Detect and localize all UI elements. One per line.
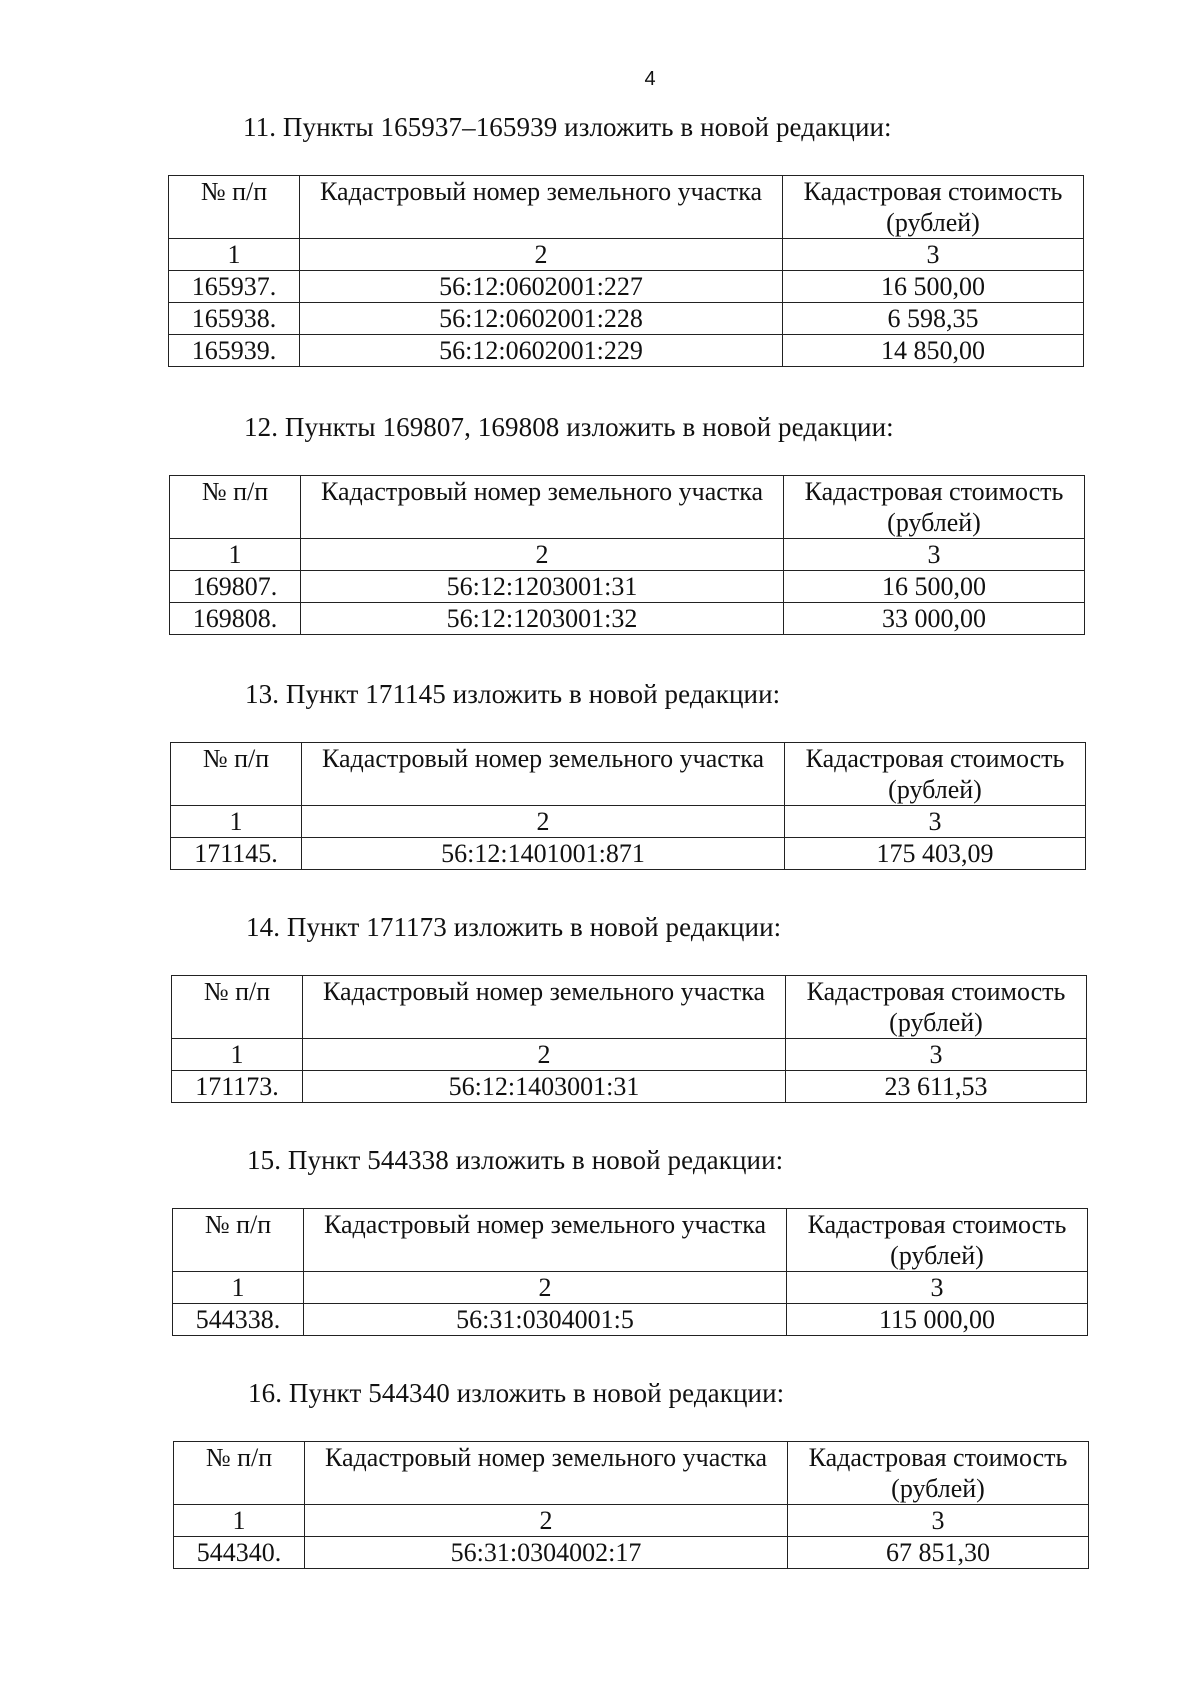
index-num: 1 xyxy=(169,239,300,271)
index-cadastral: 2 xyxy=(303,1039,786,1071)
header-num: № п/п xyxy=(171,743,302,806)
index-num: 1 xyxy=(174,1505,305,1537)
cadastral-table-11 xyxy=(168,175,1084,367)
row-cadastral: 56:12:0602001:229 xyxy=(300,335,783,367)
index-cost: 3 xyxy=(784,539,1085,571)
section-heading-12: 12. Пункты 169807, 169808 изложить в новой редакции: xyxy=(244,412,894,442)
table-index-row xyxy=(172,1039,1087,1071)
index-num: 1 xyxy=(172,1039,303,1071)
row-cost: 33 000,00 xyxy=(784,603,1085,635)
table-header-row xyxy=(172,976,1087,1039)
table-index-row xyxy=(170,539,1085,571)
cadastral-table-14 xyxy=(171,975,1087,1103)
row-cadastral: 56:12:0602001:228 xyxy=(300,303,783,335)
index-cadastral: 2 xyxy=(301,539,784,571)
header-cadastral: Кадастровый номер земельного участка xyxy=(301,476,784,539)
row-num: 165938. xyxy=(169,303,300,335)
header-num: № п/п xyxy=(170,476,301,539)
row-num: 171145. xyxy=(171,838,302,870)
table-row xyxy=(169,335,1084,367)
header-cost-line2: (рублей) xyxy=(891,1474,985,1503)
section-heading-13: 13. Пункт 171145 изложить в новой редакции: xyxy=(245,679,781,709)
header-cadastral: Кадастровый номер земельного участка xyxy=(304,1209,787,1272)
table-header-row xyxy=(171,743,1086,806)
table-header-row xyxy=(174,1442,1089,1505)
table-index-row xyxy=(174,1505,1089,1537)
page-number: 4 xyxy=(644,68,656,90)
table-header-row xyxy=(170,476,1085,539)
header-cost-line2: (рублей) xyxy=(886,208,980,237)
section-heading-11: 11. Пункты 165937–165939 изложить в новой редакции: xyxy=(243,112,892,142)
header-cost-line1: Кадастровая стоимость xyxy=(804,477,1064,506)
index-cost: 3 xyxy=(788,1505,1089,1537)
header-cost xyxy=(787,1209,1088,1272)
header-cost-line2: (рублей) xyxy=(890,1241,984,1270)
section-heading-14: 14. Пункт 171173 изложить в новой редакции: xyxy=(246,912,782,942)
row-cadastral: 56:12:1401001:871 xyxy=(302,838,785,870)
header-cadastral: Кадастровый номер земельного участка xyxy=(300,176,783,239)
index-cadastral: 2 xyxy=(305,1505,788,1537)
row-cadastral: 56:31:0304002:17 xyxy=(305,1537,788,1569)
header-cost xyxy=(783,176,1084,239)
table-row xyxy=(174,1537,1089,1569)
row-cadastral: 56:12:1203001:31 xyxy=(301,571,784,603)
table-row xyxy=(169,271,1084,303)
row-cost: 16 500,00 xyxy=(783,271,1084,303)
row-cadastral: 56:12:1203001:32 xyxy=(301,603,784,635)
row-cadastral: 56:12:1403001:31 xyxy=(303,1071,786,1103)
table-index-row xyxy=(169,239,1084,271)
row-cost: 67 851,30 xyxy=(788,1537,1089,1569)
header-cost-line1: Кадастровая стоимость xyxy=(806,977,1066,1006)
table-row xyxy=(173,1304,1088,1336)
index-cost: 3 xyxy=(785,806,1086,838)
header-cost xyxy=(786,976,1087,1039)
header-num: № п/п xyxy=(169,176,300,239)
index-num: 1 xyxy=(171,806,302,838)
row-cost: 14 850,00 xyxy=(783,335,1084,367)
index-num: 1 xyxy=(170,539,301,571)
header-cost-line1: Кадастровая стоимость xyxy=(803,177,1063,206)
table-index-row xyxy=(171,806,1086,838)
row-num: 171173. xyxy=(172,1071,303,1103)
cadastral-table-13 xyxy=(170,742,1086,870)
header-cost-line1: Кадастровая стоимость xyxy=(808,1443,1068,1472)
table-row xyxy=(169,303,1084,335)
header-num: № п/п xyxy=(174,1442,305,1505)
row-num: 165939. xyxy=(169,335,300,367)
index-cost: 3 xyxy=(787,1272,1088,1304)
header-cost-line2: (рублей) xyxy=(889,1008,983,1037)
table-row xyxy=(170,571,1085,603)
row-num: 544338. xyxy=(173,1304,304,1336)
table-row xyxy=(171,838,1086,870)
cadastral-table-15 xyxy=(172,1208,1088,1336)
table-index-row xyxy=(173,1272,1088,1304)
table-row xyxy=(170,603,1085,635)
header-cadastral: Кадастровый номер земельного участка xyxy=(305,1442,788,1505)
row-cost: 16 500,00 xyxy=(784,571,1085,603)
row-cost: 6 598,35 xyxy=(783,303,1084,335)
row-cost: 23 611,53 xyxy=(786,1071,1087,1103)
section-heading-16: 16. Пункт 544340 изложить в новой редакции: xyxy=(248,1378,785,1408)
index-cost: 3 xyxy=(786,1039,1087,1071)
row-num: 544340. xyxy=(174,1537,305,1569)
row-cadastral: 56:12:0602001:227 xyxy=(300,271,783,303)
header-cost-line1: Кадастровая стоимость xyxy=(805,744,1065,773)
table-header-row xyxy=(169,176,1084,239)
header-num: № п/п xyxy=(172,976,303,1039)
row-cost: 175 403,09 xyxy=(785,838,1086,870)
index-cadastral: 2 xyxy=(302,806,785,838)
header-cost xyxy=(788,1442,1089,1505)
index-cost: 3 xyxy=(783,239,1084,271)
header-cost xyxy=(784,476,1085,539)
index-cadastral: 2 xyxy=(300,239,783,271)
index-num: 1 xyxy=(173,1272,304,1304)
header-cadastral: Кадастровый номер земельного участка xyxy=(303,976,786,1039)
header-cadastral: Кадастровый номер земельного участка xyxy=(302,743,785,806)
row-cadastral: 56:31:0304001:5 xyxy=(304,1304,787,1336)
table-row xyxy=(172,1071,1087,1103)
cadastral-table-16 xyxy=(173,1441,1089,1569)
row-num: 169808. xyxy=(170,603,301,635)
row-cost: 115 000,00 xyxy=(787,1304,1088,1336)
table-header-row xyxy=(173,1209,1088,1272)
index-cadastral: 2 xyxy=(304,1272,787,1304)
row-num: 169807. xyxy=(170,571,301,603)
header-num: № п/п xyxy=(173,1209,304,1272)
header-cost-line1: Кадастровая стоимость xyxy=(807,1210,1067,1239)
cadastral-table-12 xyxy=(169,475,1085,635)
section-heading-15: 15. Пункт 544338 изложить в новой редакции: xyxy=(247,1145,784,1175)
header-cost-line2: (рублей) xyxy=(888,775,982,804)
header-cost xyxy=(785,743,1086,806)
header-cost-line2: (рублей) xyxy=(887,508,981,537)
row-num: 165937. xyxy=(169,271,300,303)
